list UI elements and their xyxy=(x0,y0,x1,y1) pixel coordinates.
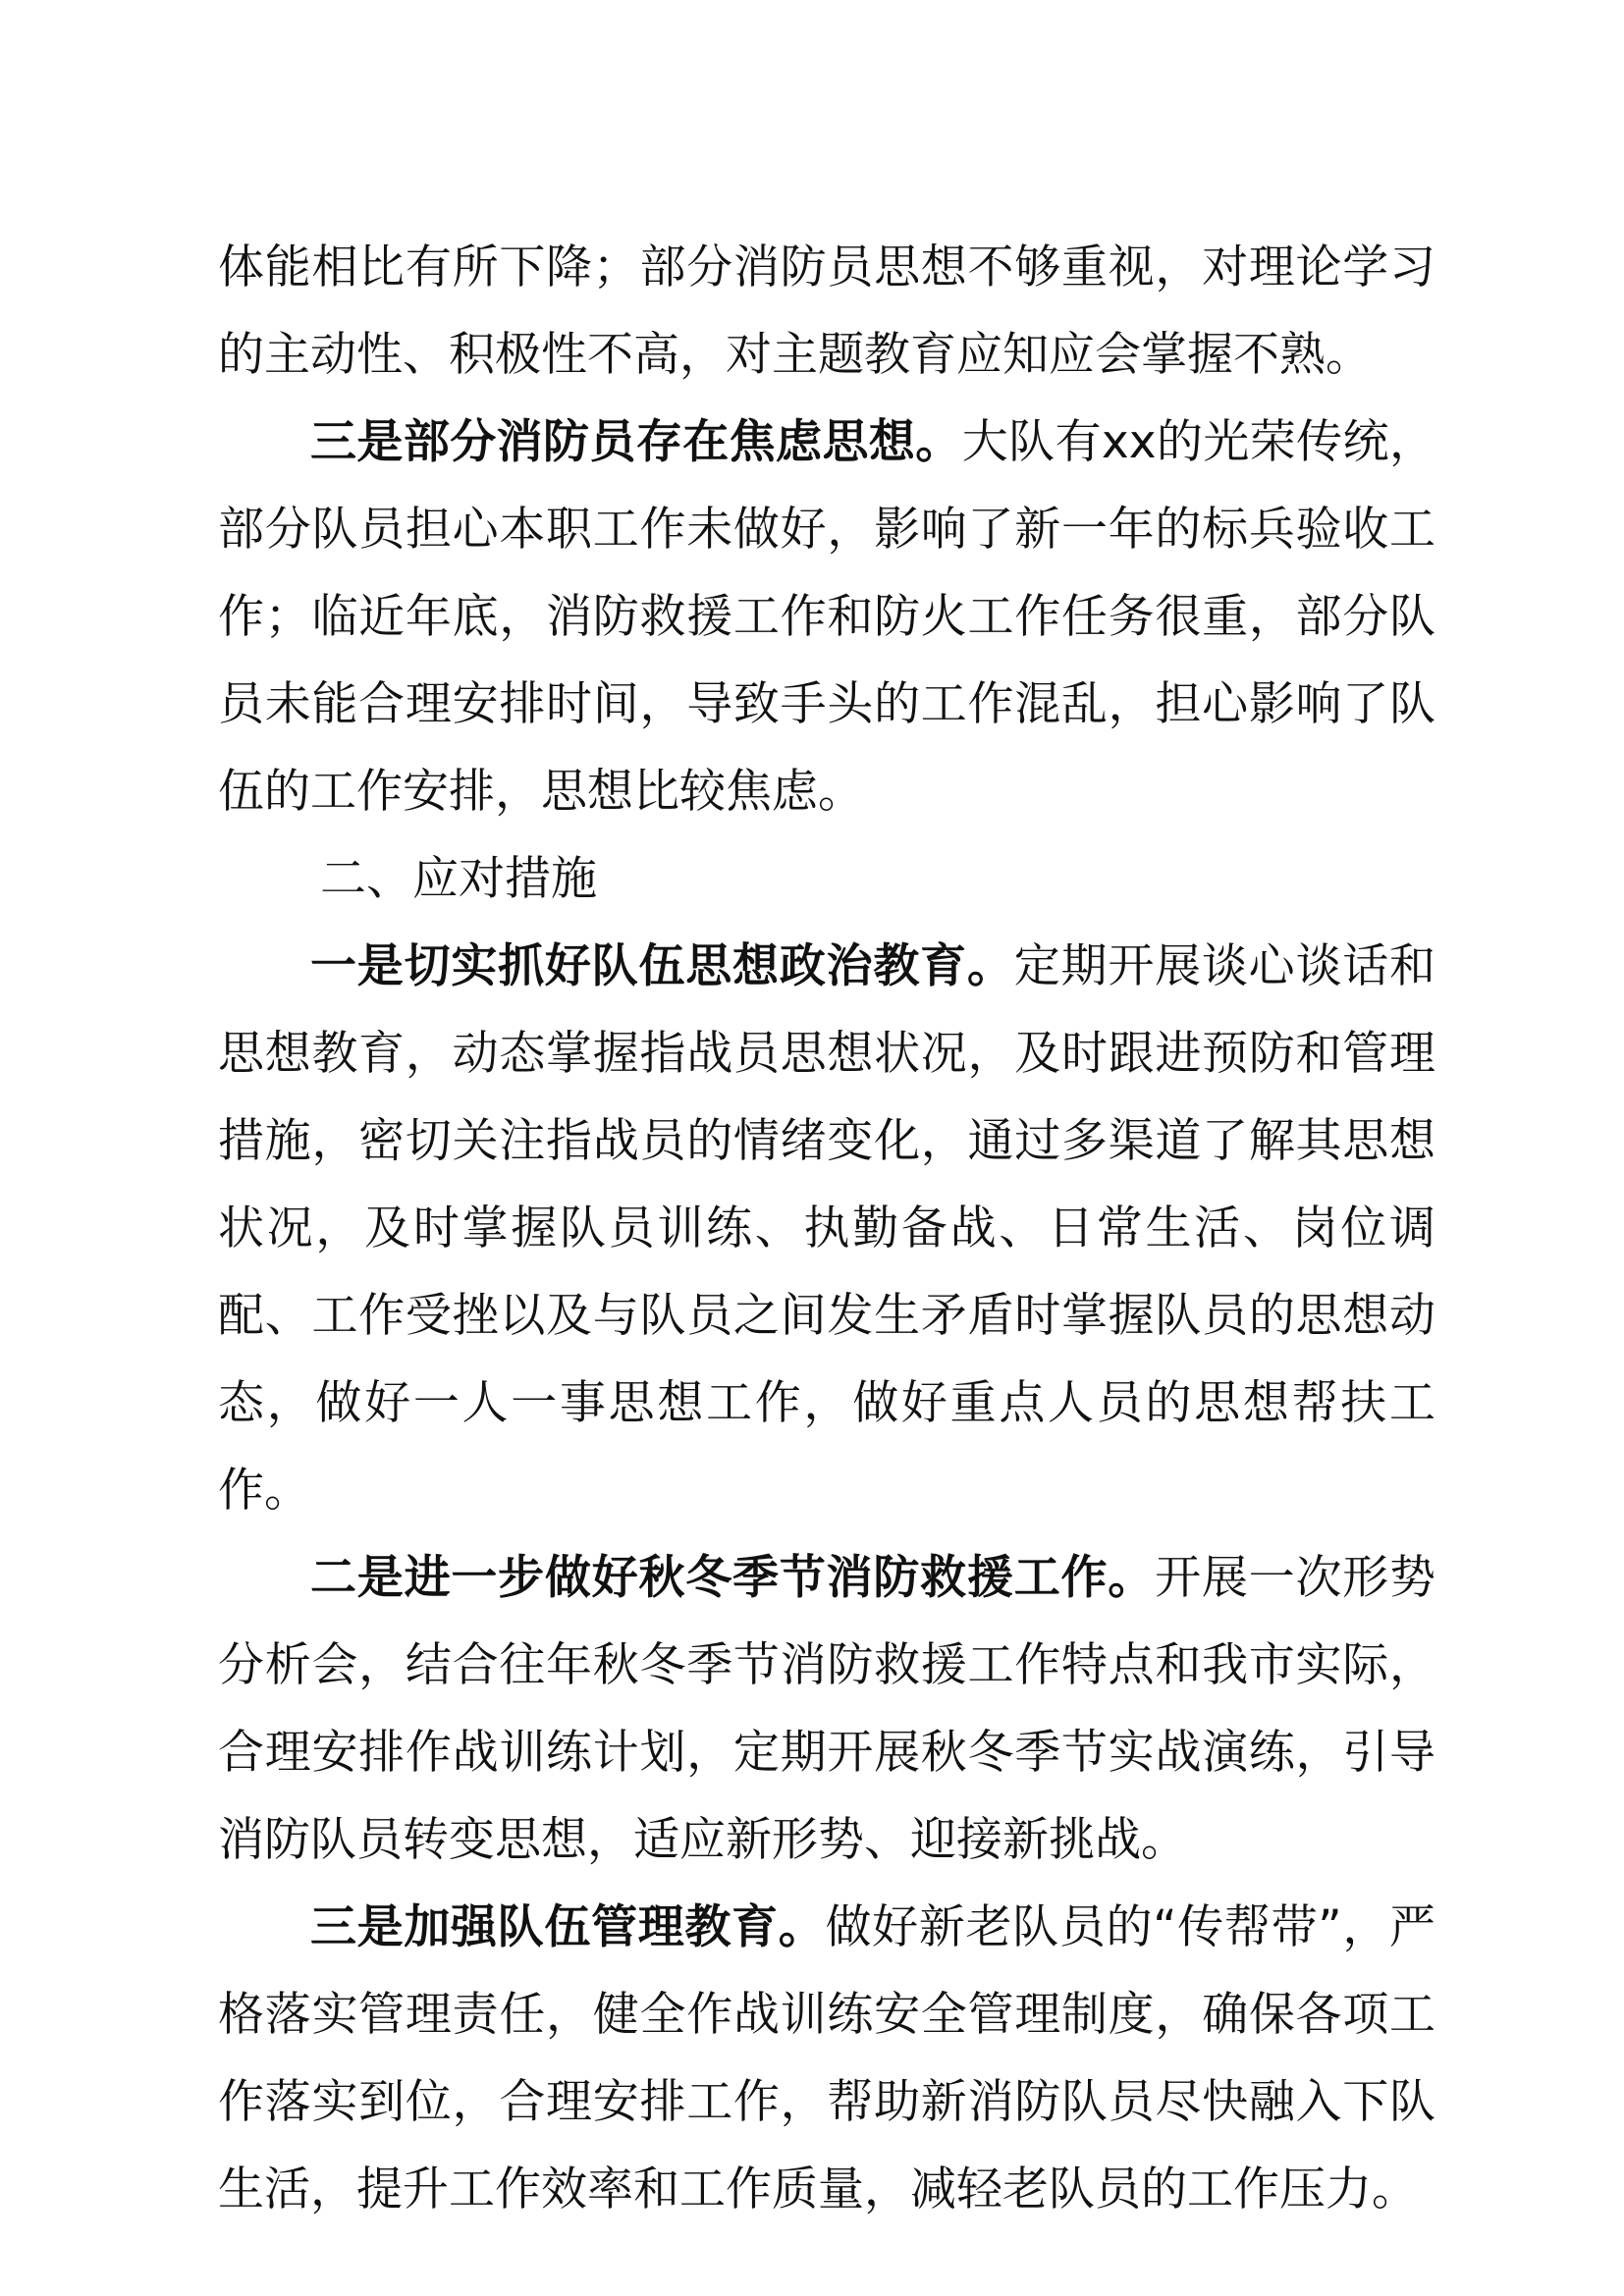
measure-body: 定期开展谈心谈话和思想教育，动态掌握指战员思想状况，及时跟进预防和管理措施，密切关注指战员的情绪变化，通过多渠道了解其思想状况，及时掌握队员训练、执勤备战、日常生活、岗位调配、工作受挫以及与队员之间发生矛盾时掌握队员的思想动态，做好一人一事思想工作，做好重点人员的思想帮扶工作。 xyxy=(218,939,1436,1518)
measure-lead: 二是进一步做好秋冬季节消防救援工作。 xyxy=(310,1551,1156,1605)
document-page xyxy=(218,224,1435,2233)
measure-paragraph-1 xyxy=(218,923,1435,1534)
measure-body: 开展一次形势分析会，结合往年秋冬季节消防救援工作特点和我市实际，合理安排作战训练计划，定期开展秋冬季节实战演练，引导消防队员转变思想，适应新形势、迎接新挑战。 xyxy=(218,1551,1436,1867)
paragraph-body: 体能相比有所下降；部分消防员思想不够重视，对理论学习的主动性、积极性不高，对主题教育应知应会掌握不熟。 xyxy=(218,240,1435,382)
paragraph-lead: 三是部分消防员存在焦虑思想。 xyxy=(310,415,962,469)
paragraph-continued xyxy=(218,224,1435,399)
measure-paragraph-3 xyxy=(218,1884,1435,2233)
paragraph-body: 大队有xx的光荣传统，部分队员担心本职工作未做好，影响了新一年的标兵验收工作；临近年底，消防救援工作和防火工作任务很重，部分队员未能合理安排时间，导致手头的工作混乱，担心影响了队伍的工作安排，思想比较焦虑。 xyxy=(218,415,1435,819)
measure-body: 做好新老队员的“传帮带”，严格落实管理责任，健全作战训练安全管理制度，确保各项工作落实到位，合理安排工作，帮助新消防队员尽快融入下队生活，提升工作效率和工作质量，减轻老队员的工作压力。 xyxy=(218,1900,1435,2216)
measure-paragraph-2 xyxy=(218,1534,1435,1884)
measure-lead: 三是加强队伍管理教育。 xyxy=(310,1900,826,1954)
section-heading: 二、应对措施 xyxy=(320,852,597,906)
measure-lead: 一是切实抓好队伍思想政治教育。 xyxy=(310,939,1014,993)
paragraph-anxiety xyxy=(218,399,1435,835)
